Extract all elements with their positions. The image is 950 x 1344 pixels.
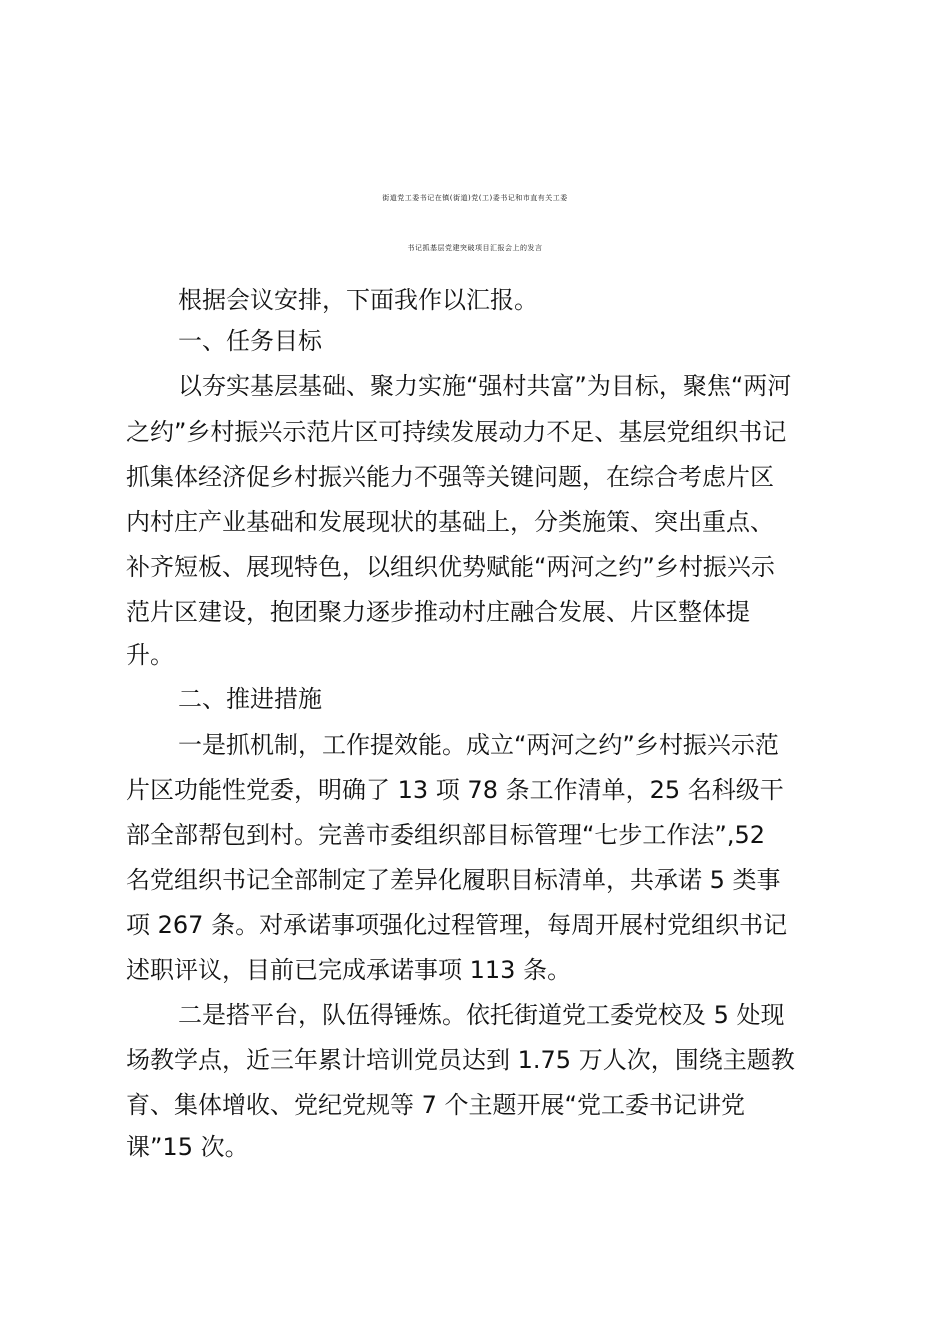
paragraph-line: 以夯实基层基础、聚力实施“强村共富”为目标，聚焦“两河 (178, 372, 792, 400)
paragraph-line: 之约”乡村振兴示范片区可持续发展动力不足、基层党组织书记 (126, 418, 787, 446)
paragraph-line: 课”15 次。 (126, 1133, 249, 1161)
document-title-line-2: 书记抓基层党建突破项目汇报会上的发言 (407, 244, 543, 252)
intro-paragraph: 根据会议安排，下面我作以汇报。 (178, 286, 538, 314)
paragraph-line: 育、集体增收、党纪党规等 7 个主题开展“党工委书记讲党 (126, 1091, 745, 1119)
paragraph-line: 名党组织书记全部制定了差异化履职目标清单，共承诺 5 类事 (126, 866, 781, 894)
paragraph-line: 二是搭平台，队伍得锤炼。依托街道党工委党校及 5 处现 (178, 1001, 785, 1029)
paragraph-line: 补齐短板、展现特色，以组织优势赋能“两河之约”乡村振兴示 (126, 553, 775, 581)
paragraph-line: 范片区建设，抱团聚力逐步推动村庄融合发展、片区整体提 (126, 598, 750, 626)
paragraph-line: 片区功能性党委，明确了 13 项 78 条工作清单，25 名科级干 (126, 776, 784, 804)
section-heading-measures: 二、推进措施 (178, 685, 322, 713)
section-heading-goals: 一、任务目标 (178, 327, 322, 355)
paragraph-line: 项 267 条。对承诺事项强化过程管理，每周开展村党组织书记 (126, 911, 788, 939)
paragraph-line: 部全部帮包到村。完善市委组织部目标管理“七步工作法”,52 (126, 821, 766, 849)
paragraph-line: 述职评议，目前已完成承诺事项 113 条。 (126, 956, 572, 984)
paragraph-line: 内村庄产业基础和发展现状的基础上，分类施策、突出重点、 (126, 508, 774, 536)
paragraph-line: 场教学点，近三年累计培训党员达到 1.75 万人次，围绕主题教 (126, 1046, 795, 1074)
paragraph-line: 升。 (126, 641, 174, 669)
paragraph-line: 一是抓机制，工作提效能。成立“两河之约”乡村振兴示范 (178, 731, 779, 759)
paragraph-line: 抓集体经济促乡村振兴能力不强等关键问题，在综合考虑片区 (126, 463, 774, 491)
document-title-line-1: 街道党工委书记在镇(街道)党(工)委书记和市直有关工委 (382, 194, 568, 202)
